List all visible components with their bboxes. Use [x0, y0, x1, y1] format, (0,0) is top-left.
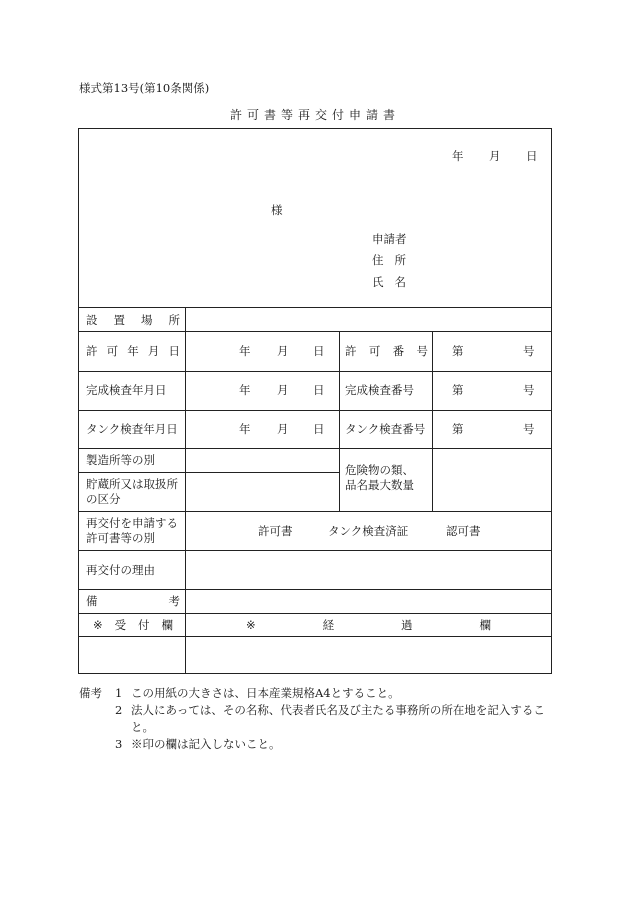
- date-month-unit: 月: [277, 383, 289, 397]
- addressee-suffix: 様: [271, 203, 283, 217]
- reissue-option-permit: 許可書: [258, 524, 293, 538]
- date-day-unit: 日: [313, 422, 325, 436]
- reception-column-label: ※ 受 付 欄: [93, 618, 173, 632]
- reissue-reason-label: 再交付の理由: [86, 563, 155, 577]
- storage-handling-category-label: 貯蔵所又は取扱所 の区分: [86, 477, 178, 506]
- remarks-label: 備 考: [86, 594, 180, 608]
- progress-column-label: ※ 経 過 欄: [246, 618, 491, 632]
- date-day-label: 日: [526, 149, 538, 163]
- date-year-unit: 年: [239, 344, 251, 358]
- hazmat-class-quantity-label: 危険物の類、 品名最大数量: [345, 463, 414, 492]
- number-suffix: 号: [523, 383, 535, 397]
- note-item: 2 法人にあっては、その名称、代表者氏名及び主たる事務所の所在地を記入すること。: [115, 703, 545, 734]
- permit-date-label: 許 可 年 月 日: [86, 344, 180, 358]
- number-prefix: 第: [452, 422, 464, 436]
- tank-inspection-number-label: タンク検査番号: [345, 422, 426, 436]
- completion-inspection-date-label: 完成検査年月日: [86, 383, 167, 397]
- note-item: 3 ※印の欄は記入しないこと。: [115, 737, 281, 751]
- reissue-document-type-label: 再交付を申請する 許可書等の別: [86, 516, 178, 545]
- number-suffix: 号: [523, 344, 535, 358]
- date-month-label: 月: [489, 149, 501, 163]
- address-label: 住 所: [372, 253, 406, 267]
- date-month-unit: 月: [277, 422, 289, 436]
- date-year-unit: 年: [239, 422, 251, 436]
- facility-type-label: 製造所等の別: [86, 453, 155, 467]
- date-year-label: 年: [452, 149, 464, 163]
- reissue-option-approval: 認可書: [446, 524, 481, 538]
- number-prefix: 第: [452, 383, 464, 397]
- reissue-option-tank-certificate: タンク検査済証: [328, 524, 409, 538]
- tank-inspection-date-label: タンク検査年月日: [86, 422, 178, 436]
- completion-inspection-number-label: 完成検査番号: [345, 383, 414, 397]
- number-prefix: 第: [452, 344, 464, 358]
- note-item: 備考 1 この用紙の大きさは、日本産業規格A4とすること。: [79, 686, 400, 700]
- date-month-unit: 月: [277, 344, 289, 358]
- number-suffix: 号: [523, 422, 535, 436]
- notes-heading: 備考: [79, 686, 102, 700]
- name-label: 氏 名: [372, 275, 406, 289]
- installation-location-label: 設 置 場 所: [86, 313, 180, 327]
- applicant-label: 申請者: [372, 232, 407, 246]
- date-year-unit: 年: [239, 383, 251, 397]
- form-title: 許可書等再交付申請書: [229, 108, 400, 122]
- date-day-unit: 日: [313, 383, 325, 397]
- form-number: 様式第13号(第10条関係): [79, 81, 210, 95]
- date-day-unit: 日: [313, 344, 325, 358]
- application-form-table: [78, 128, 552, 674]
- permit-number-label: 許 可 番 号: [345, 344, 428, 358]
- notes-section: [79, 685, 559, 753]
